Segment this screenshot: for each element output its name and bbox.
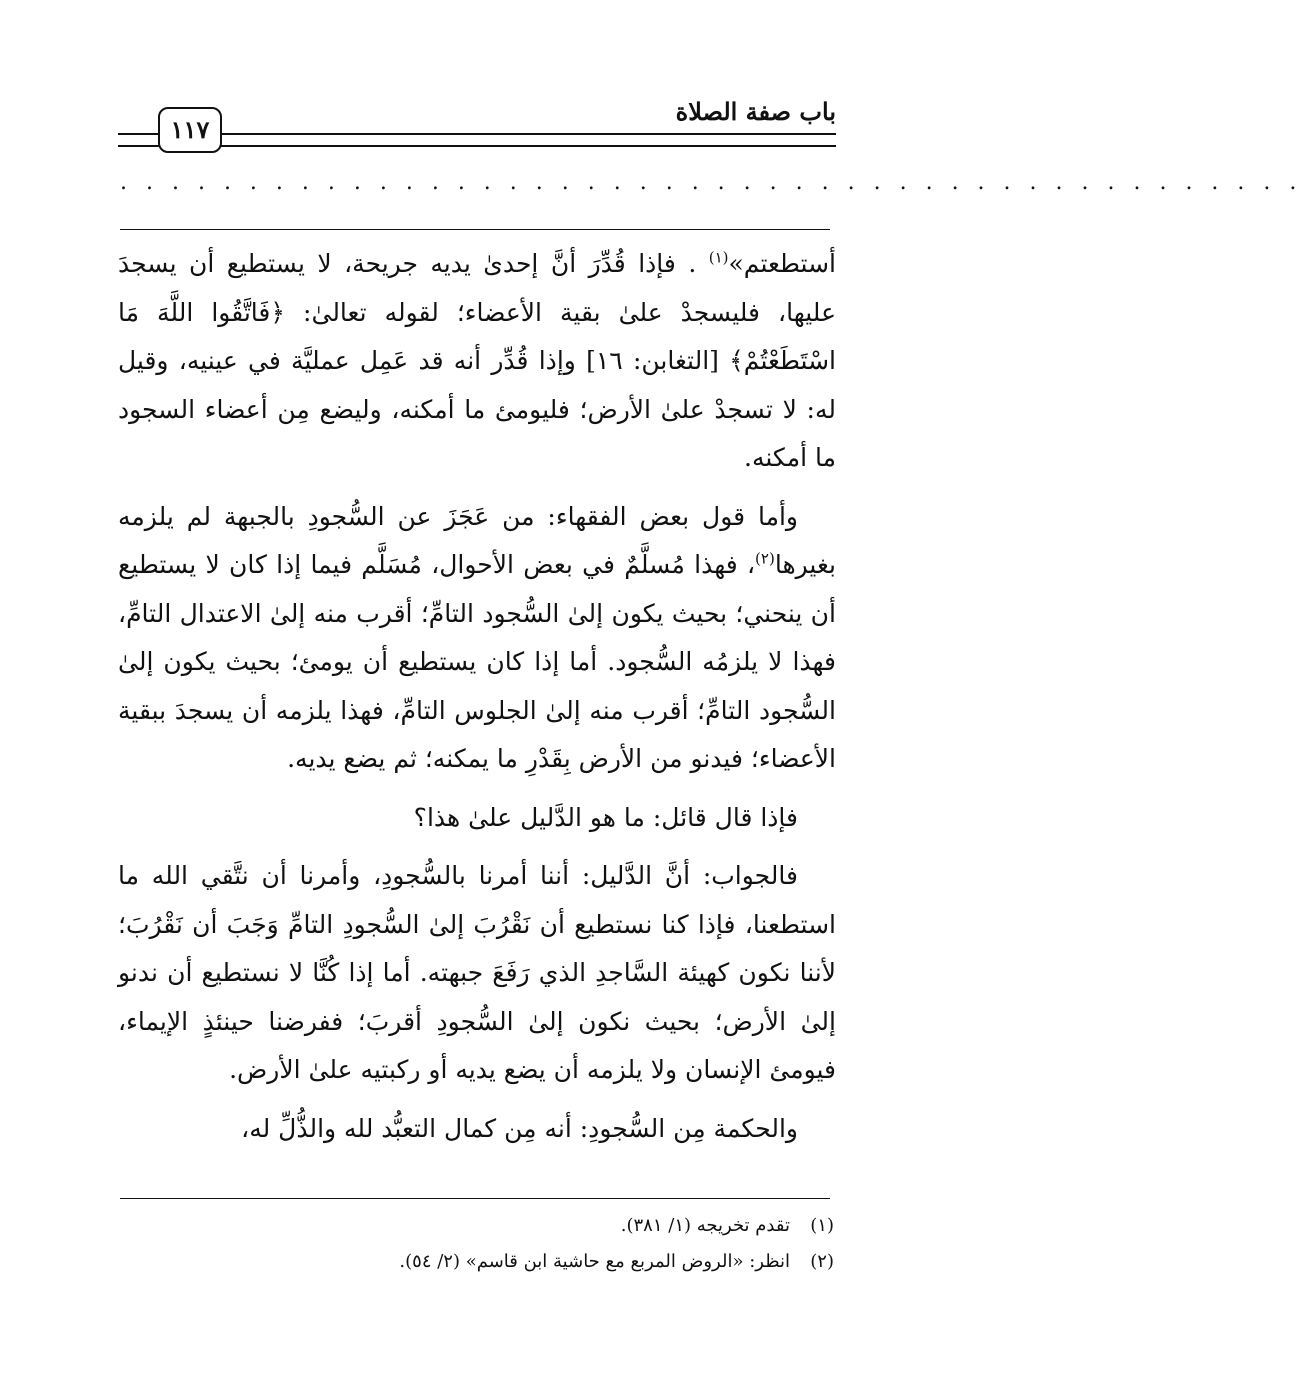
paragraph-text: فإذا قال قائل: ما هو الدَّليل علىٰ هذا؟ <box>413 802 798 832</box>
paragraph-text: والحكمة مِن السُّجودِ: أنه مِن كمال التعبُّد لله والذُّلِّ له، <box>241 1113 798 1143</box>
paragraph-text: وأما قول بعض الفقهاء: من عَجَزَ عن السُّجودِ بالجبهة لم يلزمه بغيرها <box>118 501 836 579</box>
paragraph <box>118 794 836 843</box>
footnotes <box>118 1208 834 1280</box>
main-text <box>118 240 836 1163</box>
continuation-dots: . . . . . . . . . . . . . . . . . . . . . . . . . . . . . . . . . . . . . . . . . . . . . . <box>120 170 1302 195</box>
paragraph <box>118 1105 836 1154</box>
paragraph-text: ، فهذا مُسلَّمٌ في بعض الأحوال، مُسَلَّم فيما إذا كان لا يستطيع أن ينحني؛ بحيث يكون إلىٰ السُّجود التامِّ؛ أقرب منه إلىٰ الاعتدال التامِّ، فهذا لا يلزمُه السُّجود. أما إذا كان يستطيع أن يومئ؛ بحيث يكون إلىٰ السُّجود التامِّ؛ أقرب منه إلىٰ الجلوس التامِّ، فهذا يلزمه أن يسجدَ ببقية الأعضاء؛ فيدنو من الأرض بِقَدْرِ ما يمكنه؛ ثم يضع يديه. <box>118 550 836 773</box>
page-number: ١١٧ <box>170 115 210 144</box>
footnote-text: انظر: «الروض المربع مع حاشية ابن قاسم» (٢/ ٥٤). <box>399 1251 790 1272</box>
footnote-number: (١) <box>810 1215 834 1236</box>
footnote-item <box>118 1244 834 1280</box>
footnote-text: تقدم تخريجه (١/ ٣٨١). <box>620 1215 790 1236</box>
footnote-item <box>118 1208 834 1244</box>
footnote-number: (٢) <box>810 1251 834 1272</box>
paragraph-text: . فإذا قُدِّرَ أنَّ إحدىٰ يديه جريحة، لا يستطيع أن يسجدَ عليها، فليسجدْ علىٰ بقية الأعضاء؛ لقوله تعالىٰ: ﴿فَاتَّقُوا اللَّهَ مَا اسْتَطَعْتُمْ﴾ [التغابن: ١٦] وإذا قُدِّر أنه قد عَمِل عمليَّة في عينيه، وقيل له: لا تسجدْ علىٰ الأرض؛ فليومئ ما أمكنه، وليضع مِن أعضاء السجود ما أمكنه. <box>118 249 836 472</box>
paragraph <box>118 852 836 1095</box>
paragraph <box>118 240 836 483</box>
page-number-box <box>158 107 222 153</box>
page-header <box>118 95 836 155</box>
chapter-title: باب صفة الصلاة <box>666 97 836 126</box>
footnote-marker[interactable]: (٢) <box>755 549 775 568</box>
paragraph-text: فالجواب: أنَّ الدَّليل: أننا أمرنا بالسُّجودِ، وأمرنا أن نتَّقي الله ما استطعنا، فإذا كنا نستطيع أن نَقْرُبَ إلىٰ السُّجودِ التامِّ وَجَبَ أن نَقْرُبَ؛ لأننا نكون كهيئة السَّاجدِ الذي رَفَعَ جبهته. أما إذا كُنَّا لا نستطيع أن ندنو إلىٰ الأرض؛ بحيث نكون إلىٰ السُّجودِ أقربَ؛ ففرضنا حينئذٍ الإيماء، فيومئ الإنسان ولا يلزمه أن يضع يديه أو ركبتيه علىٰ الأرض. <box>118 861 836 1084</box>
paragraph <box>118 493 836 784</box>
header-double-rule <box>118 133 836 147</box>
text-top-rule <box>120 229 830 230</box>
paragraph-text: أستطعتم» <box>728 249 836 278</box>
footnote-rule <box>120 1198 830 1199</box>
footnote-marker[interactable]: (١) <box>708 248 729 267</box>
